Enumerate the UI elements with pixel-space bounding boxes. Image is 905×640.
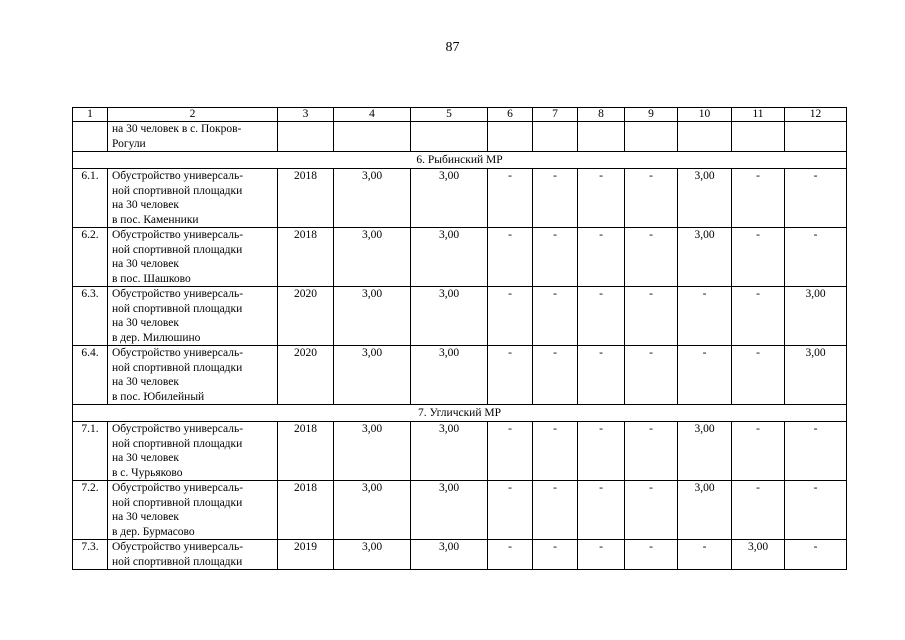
value-cell: 3,00 bbox=[334, 228, 411, 287]
description-line: в пос. Каменники bbox=[112, 213, 199, 226]
column-header: 7 bbox=[533, 108, 578, 122]
value-cell: 3,00 bbox=[732, 540, 785, 570]
item-description bbox=[108, 540, 278, 570]
section-header-row bbox=[73, 405, 847, 422]
description-line: в с. Чурьяково bbox=[112, 466, 183, 479]
row-number: 6.3. bbox=[73, 287, 108, 346]
row-number: 6.2. bbox=[73, 228, 108, 287]
description-line: Обустройство универсаль- bbox=[112, 482, 244, 494]
column-header: 2 bbox=[108, 108, 278, 122]
description-line: ной спортивной площадки bbox=[112, 184, 243, 197]
value-cell: 3,00 bbox=[678, 228, 732, 287]
value-cell: 3,00 bbox=[411, 228, 488, 287]
row-number: 7.2. bbox=[73, 481, 108, 540]
value-cell: 3,00 bbox=[334, 540, 411, 570]
value-cell: 3,00 bbox=[334, 346, 411, 405]
value-cell bbox=[578, 122, 625, 152]
table-row bbox=[73, 228, 847, 287]
description-line: Обустройство универсаль- bbox=[112, 541, 244, 553]
value-cell: - bbox=[488, 228, 533, 287]
value-cell: - bbox=[625, 346, 678, 405]
value-cell: - bbox=[533, 422, 578, 481]
value-cell: - bbox=[578, 346, 625, 405]
description-line: в дер. Бурмасово bbox=[112, 525, 195, 538]
value-cell: - bbox=[488, 346, 533, 405]
value-cell: - bbox=[578, 481, 625, 540]
value-cell: - bbox=[678, 540, 732, 570]
table-row bbox=[73, 122, 847, 152]
item-description bbox=[108, 122, 278, 152]
value-cell: - bbox=[488, 481, 533, 540]
value-cell: - bbox=[488, 169, 533, 228]
description-line: в пос. Юбилейный bbox=[112, 390, 205, 403]
description-line: Обустройство универсаль- bbox=[112, 288, 244, 300]
value-cell: - bbox=[785, 540, 847, 570]
value-cell: - bbox=[578, 540, 625, 570]
row-number: 7.3. bbox=[73, 540, 108, 570]
value-cell: - bbox=[488, 287, 533, 346]
description-line: Обустройство универсаль- bbox=[112, 423, 244, 435]
value-cell: - bbox=[625, 169, 678, 228]
table-row bbox=[73, 169, 847, 228]
column-header: 1 bbox=[73, 108, 108, 122]
value-cell: - bbox=[732, 169, 785, 228]
value-cell: 3,00 bbox=[678, 422, 732, 481]
page-number: 87 bbox=[445, 40, 460, 55]
value-cell: - bbox=[533, 287, 578, 346]
description-line: на 30 человек bbox=[112, 258, 179, 270]
description-line: ной спортивной площадки bbox=[112, 437, 243, 450]
value-cell: 3,00 bbox=[411, 169, 488, 228]
description-line: на 30 человек bbox=[112, 199, 179, 211]
value-cell: - bbox=[625, 540, 678, 570]
value-cell bbox=[732, 122, 785, 152]
item-description bbox=[108, 228, 278, 287]
description-line: ной спортивной площадки bbox=[112, 302, 243, 315]
description-line: ной спортивной площадки bbox=[112, 555, 243, 568]
value-cell: - bbox=[533, 540, 578, 570]
value-cell bbox=[488, 122, 533, 152]
program-table bbox=[72, 107, 847, 570]
value-cell: 3,00 bbox=[334, 422, 411, 481]
column-header: 12 bbox=[785, 108, 847, 122]
value-cell: 2018 bbox=[278, 422, 334, 481]
description-line: ной спортивной площадки bbox=[112, 361, 243, 374]
description-line: Обустройство универсаль- bbox=[112, 170, 244, 182]
value-cell: - bbox=[533, 346, 578, 405]
row-number: 6.1. bbox=[73, 169, 108, 228]
description-line: на 30 человек bbox=[112, 511, 179, 523]
value-cell: 2018 bbox=[278, 169, 334, 228]
row-number bbox=[73, 122, 108, 152]
value-cell: 2020 bbox=[278, 346, 334, 405]
column-header: 5 bbox=[411, 108, 488, 122]
description-line: Обустройство универсаль- bbox=[112, 347, 244, 359]
value-cell: - bbox=[732, 422, 785, 481]
value-cell: - bbox=[785, 481, 847, 540]
value-cell bbox=[278, 122, 334, 152]
item-description bbox=[108, 481, 278, 540]
value-cell: - bbox=[678, 287, 732, 346]
description-line: в дер. Милюшино bbox=[112, 331, 201, 344]
description-line: Обустройство универсаль- bbox=[112, 229, 244, 241]
value-cell: - bbox=[578, 169, 625, 228]
value-cell: 2018 bbox=[278, 228, 334, 287]
value-cell: - bbox=[578, 287, 625, 346]
value-cell: 3,00 bbox=[411, 540, 488, 570]
column-header: 11 bbox=[732, 108, 785, 122]
description-line: ной спортивной площадки bbox=[112, 243, 243, 256]
table-row bbox=[73, 540, 847, 570]
column-header: 10 bbox=[678, 108, 732, 122]
value-cell: - bbox=[678, 346, 732, 405]
value-cell: 3,00 bbox=[678, 481, 732, 540]
value-cell: - bbox=[785, 422, 847, 481]
value-cell: 3,00 bbox=[411, 422, 488, 481]
value-cell bbox=[411, 122, 488, 152]
value-cell: 3,00 bbox=[411, 346, 488, 405]
description-line: на 30 человек bbox=[112, 376, 179, 388]
column-header: 9 bbox=[625, 108, 678, 122]
value-cell: 3,00 bbox=[678, 169, 732, 228]
item-description bbox=[108, 169, 278, 228]
item-description bbox=[108, 422, 278, 481]
description-line: на 30 человек bbox=[112, 452, 179, 464]
value-cell bbox=[678, 122, 732, 152]
table-row bbox=[73, 346, 847, 405]
value-cell: - bbox=[625, 287, 678, 346]
section-title: 6. Рыбинский МР bbox=[73, 152, 847, 169]
description-line: в пос. Шашково bbox=[112, 272, 191, 285]
row-number: 7.1. bbox=[73, 422, 108, 481]
value-cell: 2018 bbox=[278, 481, 334, 540]
value-cell: - bbox=[533, 228, 578, 287]
value-cell: - bbox=[625, 228, 678, 287]
value-cell: - bbox=[578, 422, 625, 481]
description-line: на 30 человек в с. Покров- bbox=[112, 123, 242, 135]
column-header: 8 bbox=[578, 108, 625, 122]
value-cell: 3,00 bbox=[785, 346, 847, 405]
value-cell: - bbox=[785, 169, 847, 228]
value-cell: 3,00 bbox=[785, 287, 847, 346]
value-cell: - bbox=[488, 422, 533, 481]
value-cell: - bbox=[785, 228, 847, 287]
table-body bbox=[73, 108, 847, 570]
item-description bbox=[108, 287, 278, 346]
description-line: Рогули bbox=[112, 137, 146, 150]
description-line: ной спортивной площадки bbox=[112, 496, 243, 509]
value-cell bbox=[785, 122, 847, 152]
section-title: 7. Угличский МР bbox=[73, 405, 847, 422]
value-cell bbox=[625, 122, 678, 152]
value-cell bbox=[533, 122, 578, 152]
description-line: на 30 человек bbox=[112, 317, 179, 329]
value-cell: - bbox=[732, 287, 785, 346]
value-cell: 2020 bbox=[278, 287, 334, 346]
value-cell: 2019 bbox=[278, 540, 334, 570]
table-row bbox=[73, 422, 847, 481]
value-cell: - bbox=[732, 481, 785, 540]
section-header-row bbox=[73, 152, 847, 169]
value-cell: - bbox=[578, 228, 625, 287]
value-cell: - bbox=[625, 481, 678, 540]
column-number-row bbox=[73, 108, 847, 122]
item-description bbox=[108, 346, 278, 405]
value-cell bbox=[334, 122, 411, 152]
value-cell: 3,00 bbox=[411, 481, 488, 540]
value-cell: - bbox=[732, 228, 785, 287]
row-number: 6.4. bbox=[73, 346, 108, 405]
table-row bbox=[73, 481, 847, 540]
value-cell: 3,00 bbox=[411, 287, 488, 346]
value-cell: - bbox=[533, 169, 578, 228]
value-cell: - bbox=[533, 481, 578, 540]
value-cell: 3,00 bbox=[334, 481, 411, 540]
value-cell: - bbox=[625, 422, 678, 481]
value-cell: 3,00 bbox=[334, 169, 411, 228]
value-cell: - bbox=[732, 346, 785, 405]
column-header: 6 bbox=[488, 108, 533, 122]
column-header: 4 bbox=[334, 108, 411, 122]
table-row bbox=[73, 287, 847, 346]
value-cell: 3,00 bbox=[334, 287, 411, 346]
value-cell: - bbox=[488, 540, 533, 570]
column-header: 3 bbox=[278, 108, 334, 122]
